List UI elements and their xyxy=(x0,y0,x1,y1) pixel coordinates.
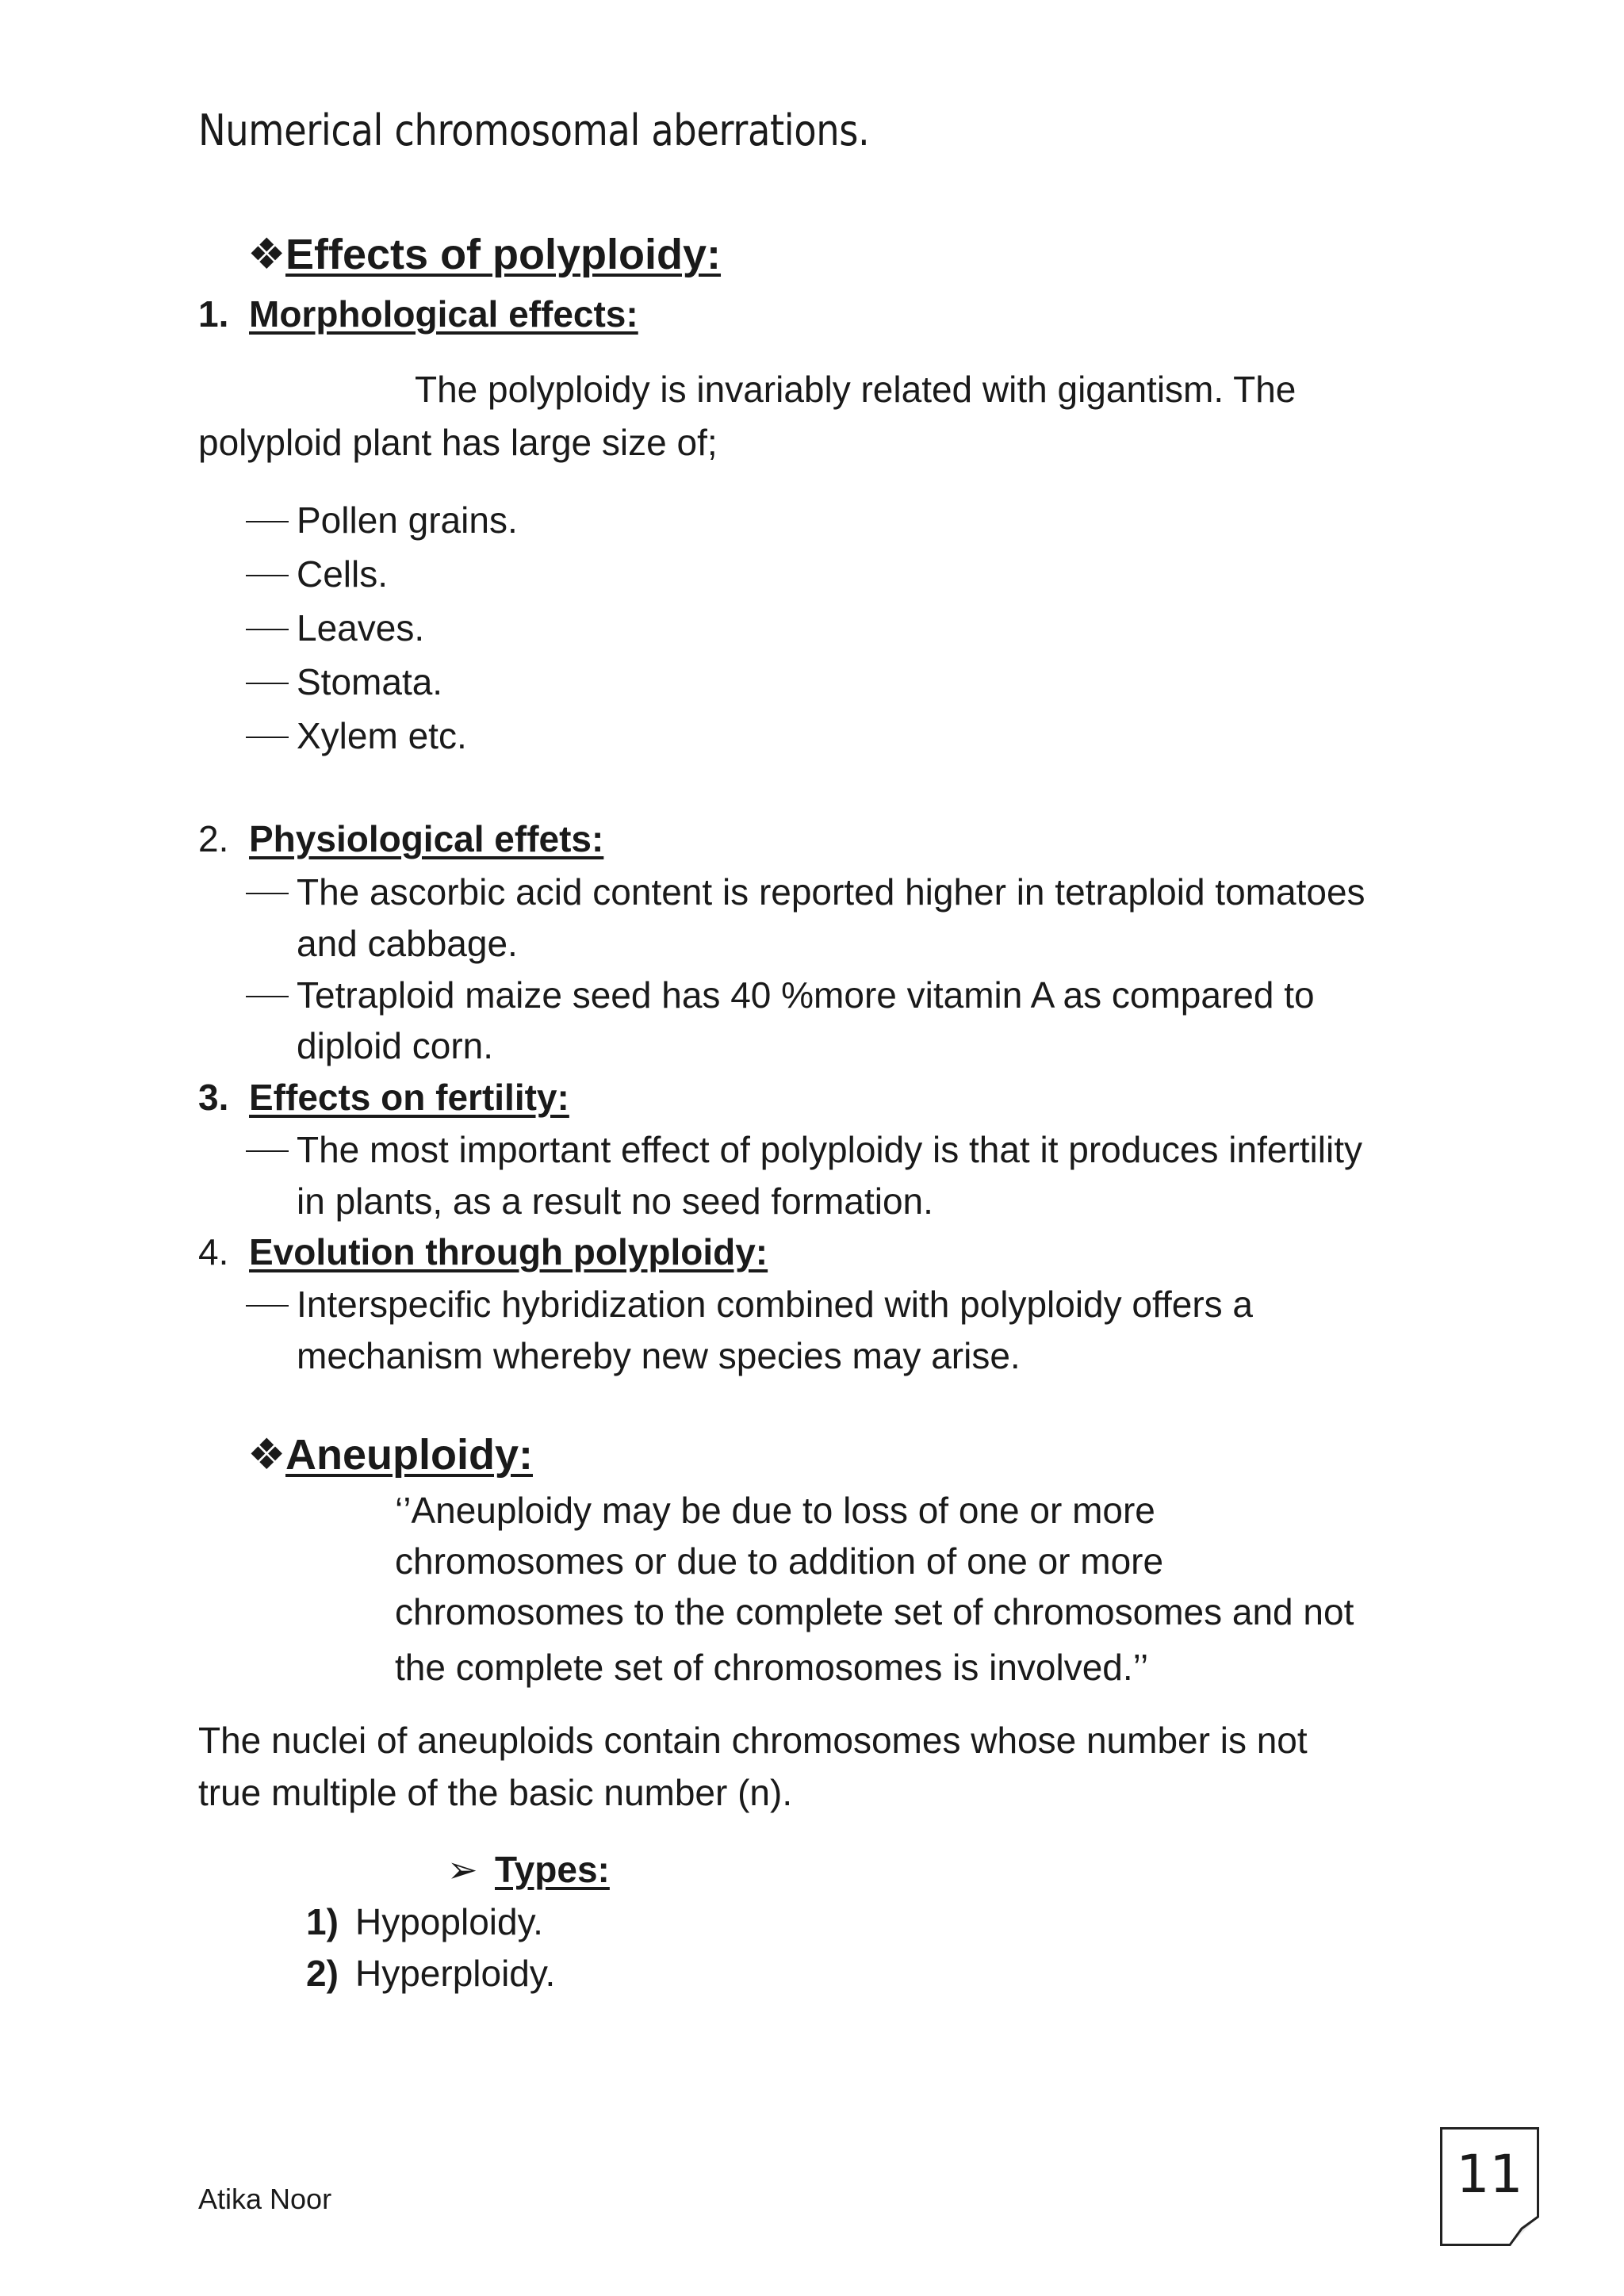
page-fold-icon xyxy=(1509,2216,1539,2246)
section-2-heading xyxy=(198,818,604,859)
quote-line-1: ‘’Aneuploidy may be due to loss of one or more xyxy=(395,1490,1155,1531)
footer-author: Atika Noor xyxy=(198,2183,332,2215)
aneuploidy-heading xyxy=(247,1431,533,1479)
quote-line-2: chromosomes or due to addition of one or more xyxy=(395,1540,1164,1582)
dash-icon xyxy=(246,893,289,894)
list-item-continuation: in plants, as a result no seed formation. xyxy=(297,1181,933,1222)
section-1-heading xyxy=(198,293,638,335)
list-item: Tetraploid maize seed has 40 %more vitamin A as compared to xyxy=(246,977,1315,1013)
list-item-continuation: and cabbage. xyxy=(297,923,518,964)
page-title: Numerical chromosomal aberrations. xyxy=(198,105,870,155)
section-2-title: Physiological effets: xyxy=(249,818,604,859)
list-item-continuation: diploid corn. xyxy=(297,1025,494,1066)
types-heading-text: Types: xyxy=(495,1849,610,1890)
list-item: Xylem etc. xyxy=(246,718,467,754)
page-number: 11 xyxy=(1456,2144,1523,2205)
list-item: 2) Hyperploidy. xyxy=(306,1953,556,1994)
section-1-number: 1. xyxy=(198,293,229,335)
list-number: 2) xyxy=(306,1953,339,1994)
section-3-title: Effects on fertility: xyxy=(249,1077,569,1118)
section-1-title: Morphological effects: xyxy=(249,293,638,335)
list-item: 1) Hypoploidy. xyxy=(306,1901,543,1942)
dash-icon xyxy=(246,521,289,522)
list-item: Leaves. xyxy=(246,610,424,646)
dash-icon xyxy=(246,996,289,997)
section-4-title: Evolution through polyploidy: xyxy=(249,1231,768,1272)
dash-icon xyxy=(246,575,289,576)
dash-icon xyxy=(246,737,289,738)
aneuploidy-para-line-1: The nuclei of aneuploids contain chromosomes whose number is not xyxy=(198,1720,1308,1761)
section-1-para-line-2: polyploid plant has large size of; xyxy=(198,422,718,463)
list-item: The ascorbic acid content is reported higher in tetraploid tomatoes xyxy=(246,874,1365,910)
types-heading xyxy=(447,1851,610,1888)
diamond-bullet-icon: ❖ xyxy=(247,231,286,278)
dash-icon xyxy=(246,629,289,630)
section-2-number: 2. xyxy=(198,818,229,859)
list-item: Cells. xyxy=(246,556,388,592)
list-item: Interspecific hybridization combined with polyploidy offers a xyxy=(246,1286,1253,1322)
section-4-number: 4. xyxy=(198,1231,229,1272)
effects-heading-text: Effects of polyploidy: xyxy=(285,231,722,278)
dash-icon xyxy=(246,683,289,684)
quote-line-3: chromosomes to the complete set of chromosomes and not xyxy=(395,1591,1354,1632)
diamond-bullet-icon: ❖ xyxy=(247,1431,286,1479)
section-3-heading xyxy=(198,1077,569,1118)
aneuploidy-heading-text: Aneuploidy: xyxy=(285,1431,533,1479)
list-number: 1) xyxy=(306,1901,339,1942)
effects-heading xyxy=(247,233,721,276)
dash-icon xyxy=(246,1305,289,1307)
aneuploidy-para-line-2: true multiple of the basic number (n). xyxy=(198,1772,793,1813)
list-item: The most important effect of polyploidy is that it produces infertility xyxy=(246,1131,1362,1168)
section-3-number: 3. xyxy=(198,1077,229,1118)
section-1-para-line-1: The polyploidy is invariably related with gigantism. The xyxy=(415,369,1297,410)
list-item: Pollen grains. xyxy=(246,502,518,538)
list-item: Stomata. xyxy=(246,664,442,700)
dash-icon xyxy=(246,1150,289,1152)
quote-line-4: the complete set of chromosomes is involved.’’ xyxy=(395,1647,1149,1688)
section-4-heading xyxy=(198,1231,768,1272)
list-item-continuation: mechanism whereby new species may arise. xyxy=(297,1335,1021,1376)
arrow-bullet-icon: ➢ xyxy=(447,1849,478,1890)
